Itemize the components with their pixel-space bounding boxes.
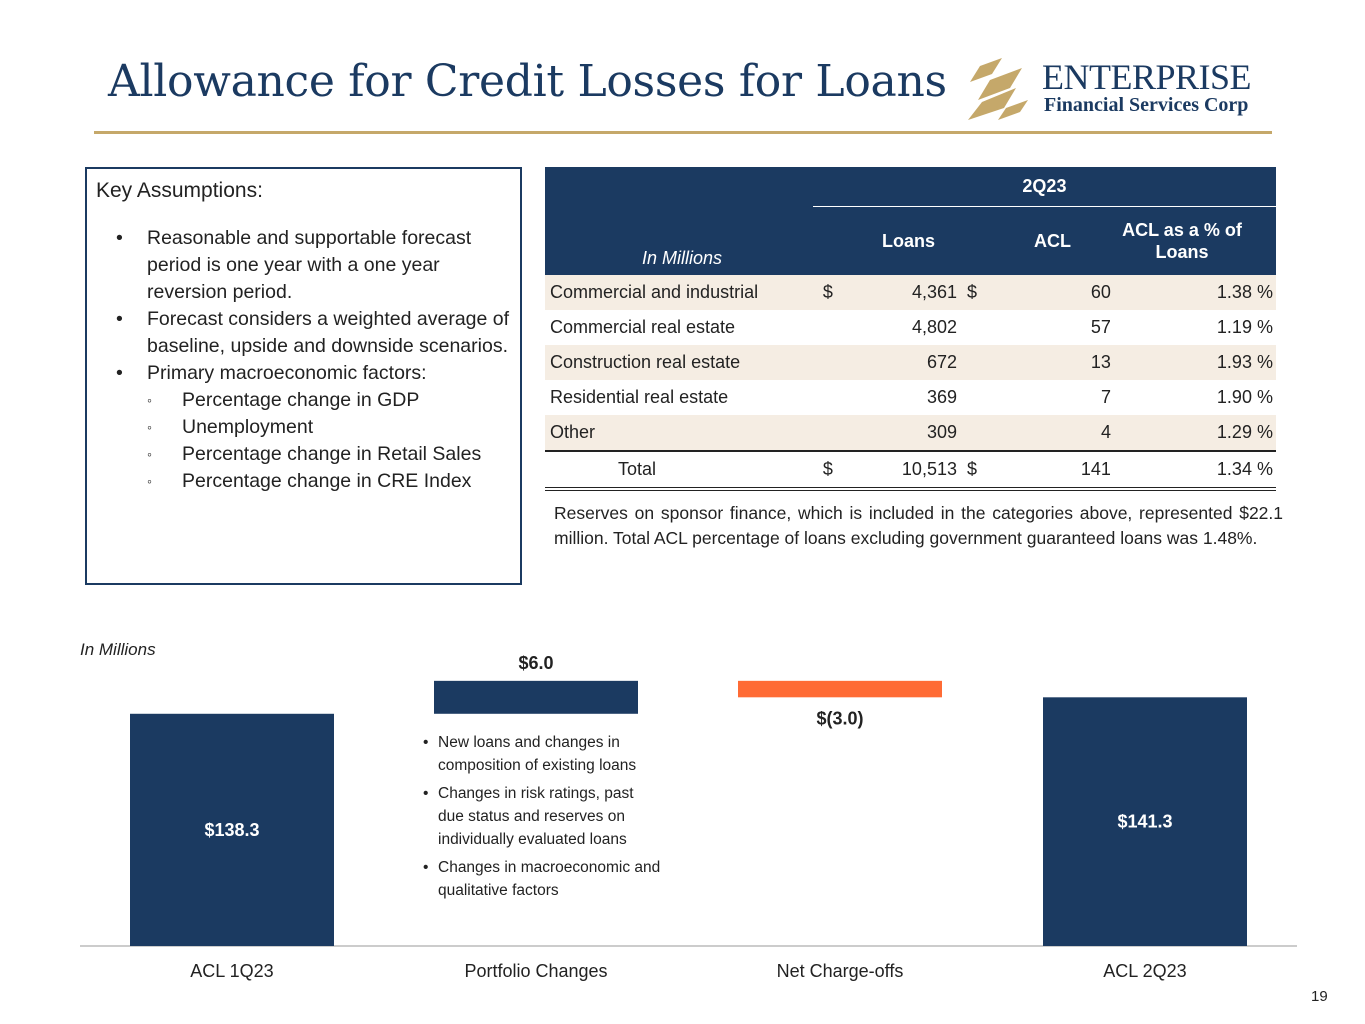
cell-currency: $ (957, 275, 987, 310)
sub-list-item: ◦ Percentage change in GDP (87, 387, 520, 414)
cell-currency (957, 415, 987, 451)
cell-currency (813, 310, 843, 345)
column-header-loans: Loans (813, 207, 957, 276)
cell-loans: 10,513 (843, 451, 957, 489)
cell-acl-pct: 1.29 % (1111, 415, 1276, 451)
x-tick-label: Net Charge-offs (776, 961, 904, 981)
cell-loans: 672 (843, 345, 957, 380)
cell-acl: 13 (987, 345, 1111, 380)
cell-category: Other (545, 415, 813, 451)
table-row (545, 345, 1276, 380)
acl-table (545, 167, 1276, 491)
sub-list-item: ◦ Unemployment (87, 414, 520, 441)
cell-loans: 4,361 (843, 275, 957, 310)
header-divider (94, 131, 1272, 134)
key-assumptions-box (85, 167, 522, 585)
logo-subtitle: Financial Services Corp (1044, 94, 1249, 116)
cell-currency (957, 380, 987, 415)
chart-bar (434, 681, 638, 714)
cell-acl: 57 (1090, 317, 1111, 337)
acl-waterfall-chart (0, 600, 1365, 1024)
list-item: • Primary macroeconomic factors: (87, 360, 520, 387)
list-item: • Forecast considers a weighted average of baseline, upside and downside scenarios. (116, 308, 510, 357)
data-label: $6.0 (518, 652, 554, 673)
cell-currency (813, 415, 843, 451)
list-item: • Changes in macroeconomic and qualitative factors (423, 856, 663, 902)
assumptions-list (87, 225, 520, 495)
cell-currency: $ (813, 275, 843, 310)
table-row (545, 275, 1276, 310)
cell-category: Construction real estate (545, 345, 813, 380)
company-logo (962, 56, 1272, 122)
sub-list-item: ◦ Percentage change in CRE Index (87, 468, 520, 495)
cell-acl: 141 (987, 451, 1111, 489)
bullet-icon: • (423, 785, 429, 802)
table-row (545, 310, 1276, 345)
cell-currency (813, 345, 843, 380)
cell-loans: 309 (843, 415, 957, 451)
cell-currency (813, 380, 843, 415)
cell-acl-pct: 1.34 % (1111, 451, 1276, 489)
cell-currency (957, 345, 987, 380)
logo-wordmark: ENTERPRISE (1042, 57, 1252, 97)
bullet-icon: • (423, 734, 429, 751)
x-tick-label: ACL 2Q23 (1103, 961, 1187, 981)
cell-acl: 4 (987, 415, 1111, 451)
cell-category: Commercial real estate (550, 317, 736, 337)
chart-units-label: In Millions (80, 640, 156, 659)
circle-bullet-icon: ◦ (147, 473, 152, 489)
cell-total-label: Total (545, 451, 813, 489)
chart-bar (738, 681, 942, 697)
x-tick-label: ACL 1Q23 (190, 961, 274, 981)
list-item: • Changes in risk ratings, past due status and reserves on individually evaluated loans (423, 782, 663, 851)
column-header-acl: ACL (957, 207, 1111, 276)
cell-currency: $ (813, 451, 843, 489)
cell-currency (957, 310, 987, 345)
bullet-icon: • (116, 362, 123, 384)
cell-category: Residential real estate (550, 387, 729, 407)
circle-bullet-icon: ◦ (147, 392, 152, 408)
table-total-row (545, 451, 1276, 489)
portfolio-changes-notes (423, 731, 663, 907)
cell-acl: 7 (1100, 387, 1111, 407)
key-assumptions-title: Key Assumptions: (96, 179, 263, 202)
cell-acl-pct: 1.90 % (1216, 387, 1273, 407)
sponsor-finance-note: Reserves on sponsor finance, which is included in the categories above, represented $22.1 million. Total ACL percentage of loans excluding government guaranteed loans was 1.48%. (554, 503, 1283, 548)
circle-bullet-icon: ◦ (147, 446, 152, 462)
units-label: In Millions (545, 167, 813, 275)
table-row (545, 380, 1276, 415)
sub-list-item: ◦ Percentage change in Retail Sales (87, 441, 520, 468)
table-header-row (545, 167, 1276, 207)
cell-acl-pct: 1.93 % (1111, 345, 1276, 380)
cell-loans: 4,802 (911, 317, 957, 337)
bullet-icon: • (116, 308, 123, 330)
cell-acl-pct: 1.38 % (1111, 275, 1276, 310)
data-label: $138.3 (204, 819, 260, 840)
cell-category: Commercial and industrial (545, 275, 813, 310)
list-item: • Reasonable and supportable forecast period is one year with a one year reversion period. (116, 227, 472, 303)
page-title: Allowance for Credit Losses for Loans (108, 56, 947, 107)
cell-acl: 60 (987, 275, 1111, 310)
circle-bullet-icon: ◦ (147, 419, 152, 435)
page-number: 19 (1311, 988, 1328, 1005)
bullet-icon: • (423, 859, 429, 876)
logo-mark-icon (962, 56, 1032, 122)
cell-currency: $ (957, 451, 987, 489)
cell-loans: 369 (926, 387, 957, 407)
column-header-acl-pct: ACL as a % of Loans (1111, 207, 1276, 276)
data-label: $141.3 (1117, 811, 1173, 832)
cell-acl-pct: 1.19 % (1216, 317, 1273, 337)
period-header: 2Q23 (813, 167, 1276, 207)
list-item: • New loans and changes in composition of existing loans (423, 731, 663, 777)
data-label: $(3.0) (816, 708, 864, 729)
x-tick-label: Portfolio Changes (464, 961, 608, 981)
table-row (545, 415, 1276, 451)
bullet-icon: • (116, 227, 123, 249)
